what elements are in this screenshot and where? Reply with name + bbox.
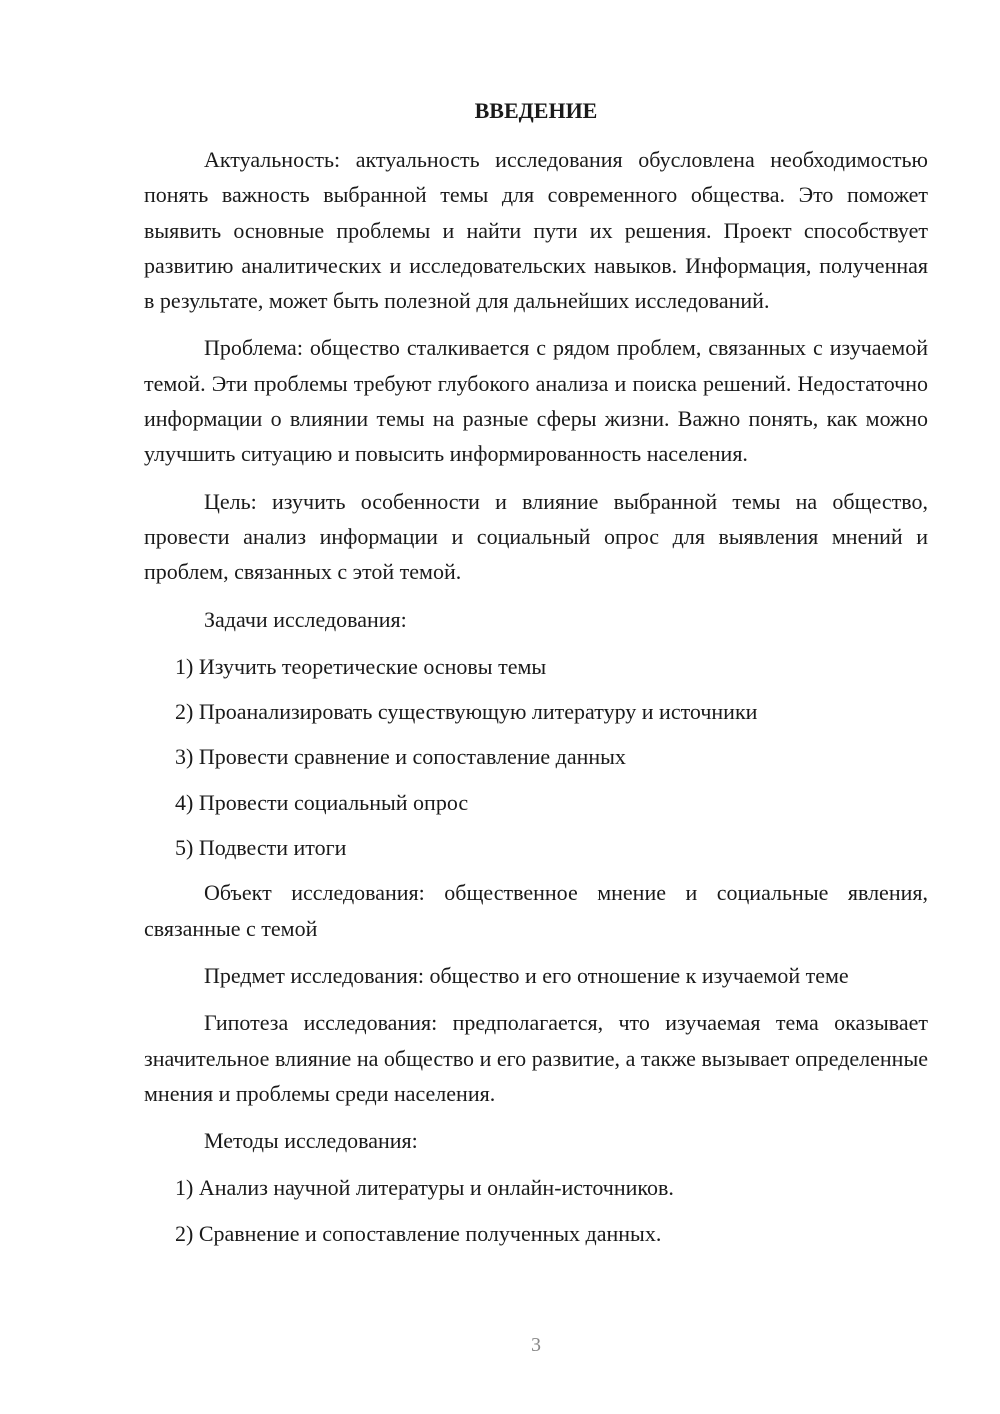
tasks-heading: Задачи исследования:: [204, 606, 407, 632]
method-item: 1) Анализ научной литературы и онлайн-источников.: [175, 1175, 674, 1201]
problem-paragraph: Проблема: общество сталкивается с рядом проблем, связанных с изучаемой темой. Эти проблемы требуют глубокого анализа и поиска решений. Недостаточно информации о влиянии темы на разные сферы жизни. Важно понять, как можно улучшить ситуацию и повысить информированность населения.: [144, 335, 928, 467]
page-title: ВВЕДЕНИЕ: [474, 98, 598, 123]
relevance-paragraph: Актуальность: актуальность исследования обусловлена необходимостью понять важность выбранной темы для современного общества. Это поможет выявить основные проблемы и найти пути их решения. Проект способствует развитию аналитических и исследовательских навыков. Информация, полученная в результате, может быть полезной для дальнейших исследований.: [144, 147, 928, 314]
methods-heading: Методы исследования:: [204, 1128, 418, 1154]
method-item: 2) Сравнение и сопоставление полученных данных.: [175, 1220, 662, 1246]
page-number: 3: [531, 1334, 541, 1356]
task-item: 5) Подвести итоги: [175, 835, 347, 861]
task-item: 2) Проанализировать существующую литературу и источники: [175, 699, 758, 725]
subject-paragraph: Предмет исследования: общество и его отношение к изучаемой теме: [204, 962, 849, 988]
task-item: 4) Провести социальный опрос: [175, 789, 469, 815]
document-body: [144, 142, 928, 1261]
object-paragraph: Объект исследования: общественное мнение и социальные явления, связанные с темой: [144, 880, 928, 941]
goal-paragraph: Цель: изучить особенности и влияние выбранной темы на общество, провести анализ информации и социальный опрос для выявления мнений и проблем, связанных с этой темой.: [144, 488, 928, 585]
task-item: 1) Изучить теоретические основы темы: [175, 653, 547, 679]
task-item: 3) Провести сравнение и сопоставление данных: [175, 744, 626, 770]
hypothesis-paragraph: Гипотеза исследования: предполагается, что изучаемая тема оказывает значительное влияние на общество и его развитие, а также вызывает определенные мнения и проблемы среди населения.: [144, 1010, 928, 1106]
